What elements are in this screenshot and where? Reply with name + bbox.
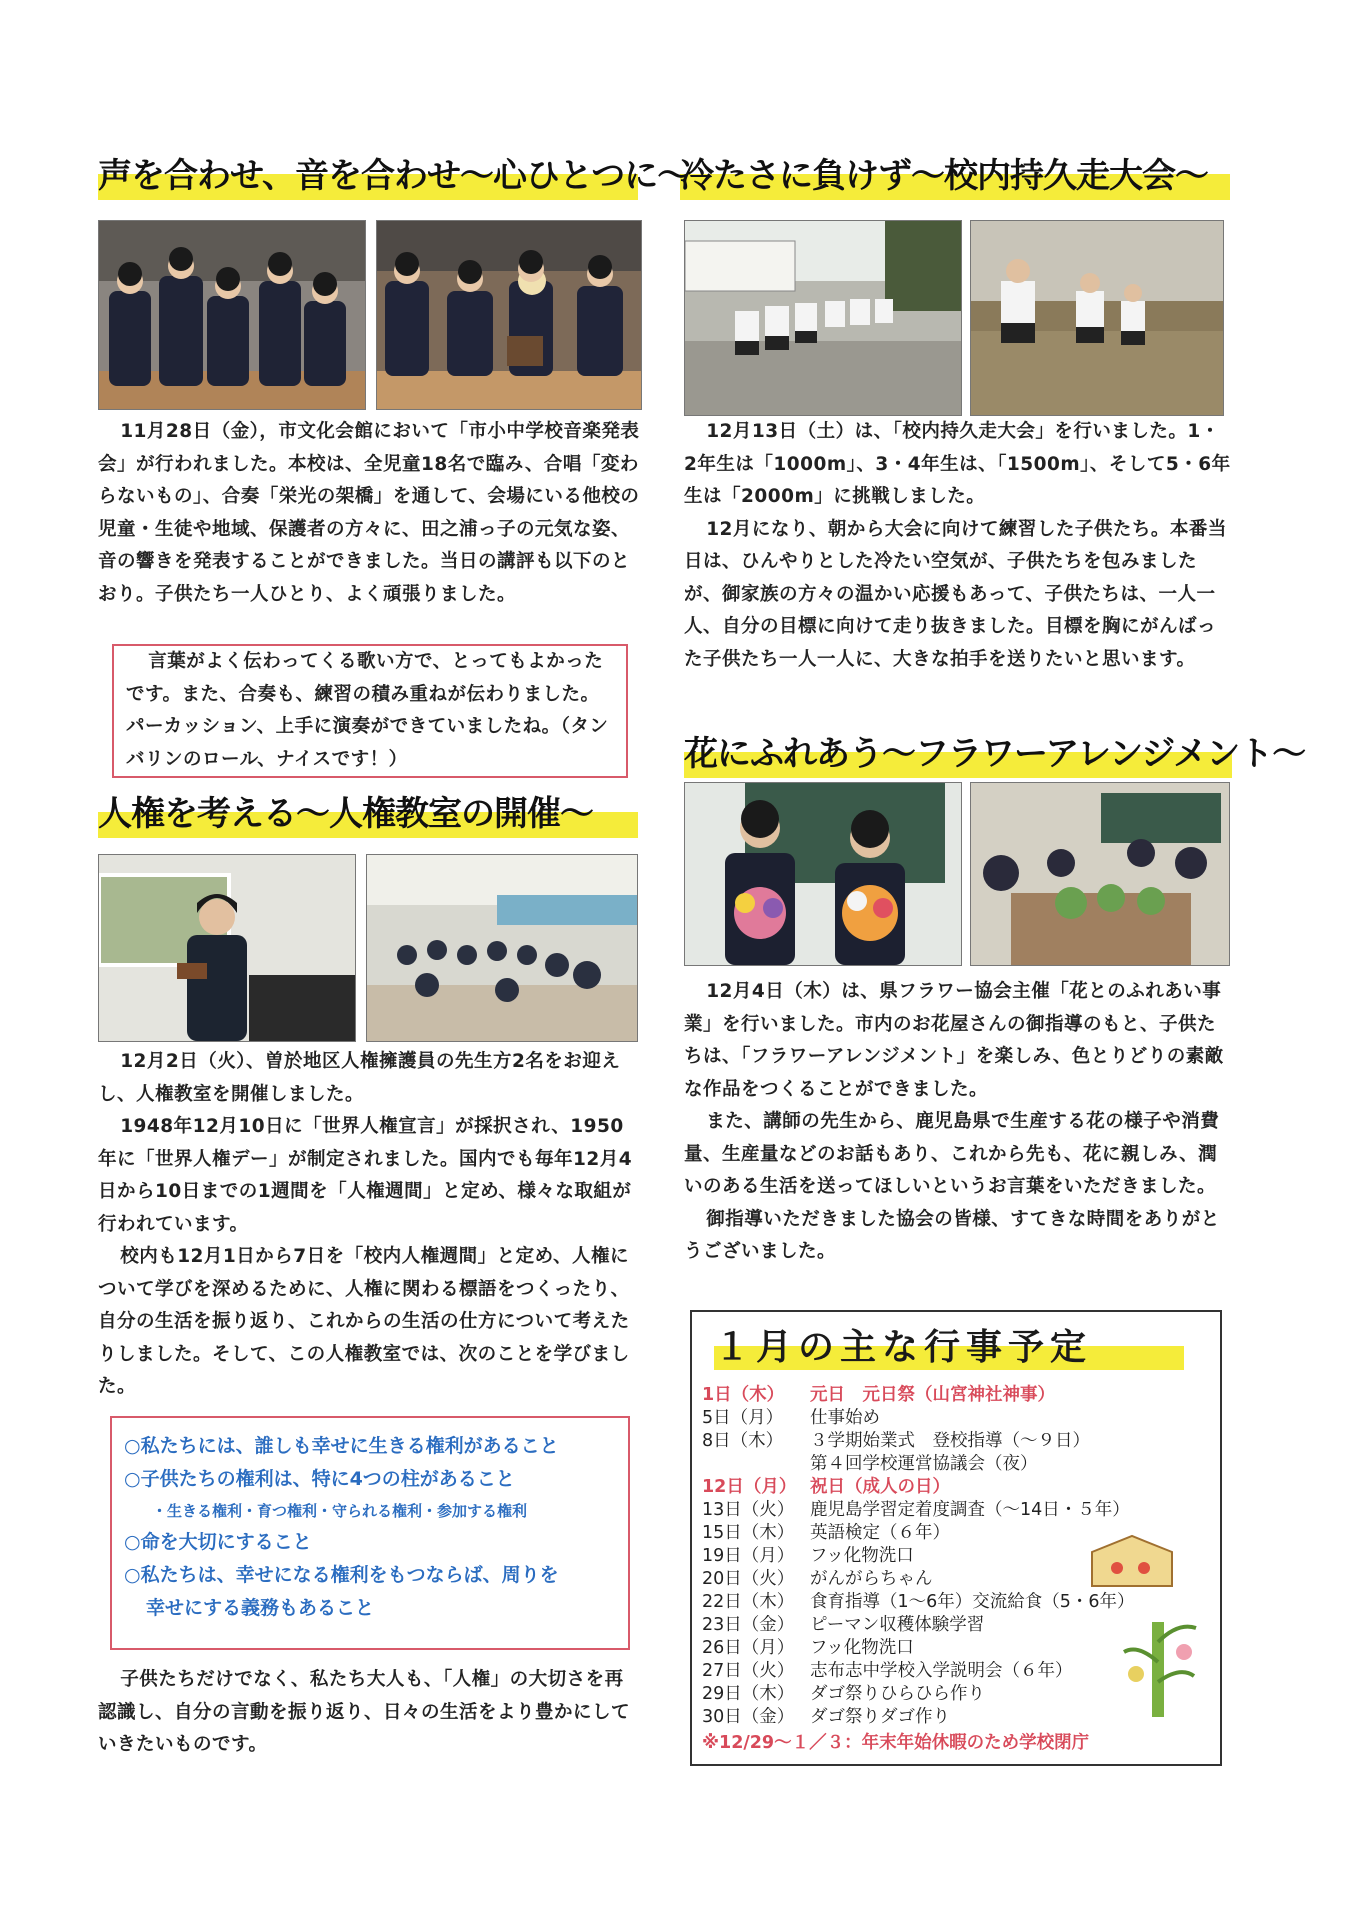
marathon-text: 12月13日（土）は、「校内持久走大会」を行いました。1・2年生は「1000m」、3・4年生は、「1500m」、そして5・6年生は「2000m」に挑戦しました。 12月になり、朝から大会に向けて練習した子供たち。本番当日は、ひんやりとした冷たい空気が、子供たちを包みましたが、御家族の方々の温かい応援もあって、子供たちは、一人一人、自分の目標に向けて走り抜きました。目標を胸にがんばった子供たち一人一人に、大きな拍手を送りたいと思います。 (684, 421, 1231, 670)
rights-point: ○私たちには、誰しも幸せに生きる権利があること (124, 1435, 559, 1457)
schedule-event: 30日（金） ダゴ祭りダゴ作り (702, 1707, 950, 1727)
schedule-event: 13日（火） 鹿児島学習定着度調査（～14日・５年） (702, 1500, 1130, 1520)
music-comment: 言葉がよく伝わってくる歌い方で、とってもよかったです。また、合奏も、練習の積み重ねが伝わりました。パーカッション、上手に演奏ができていましたね。（タンバリンのロール、ナイスです！） (126, 651, 609, 770)
rights-text: 12月2日（火）、曽於地区人権擁護員の先生方2名をお迎えし、人権教室を開催しました。 1948年12月10日に「世界人権宣言」が採択され、1950年に「世界人権デー」が制定されました。国内でも毎年12月4日から10日までの1週間を「人権週間」と定め、様々な取組が行われています。 校内も12月1日から7日を「校内人権週間」と定め、人権について学びを深めるために、人権に関わる標語をつくったり、自分の生活を振り返り、これからの生活の仕方について考えたりしました。そして、この人権教室では、次のことを学びました。 (98, 1051, 633, 1397)
rights-point: ○子供たちの権利は、特に4つの柱があること (124, 1468, 515, 1490)
schedule-event: 19日（月） フッ化物洗口 (702, 1546, 914, 1566)
flower-text: 12月4日（木）は、県フラワー協会主催「花とのふれあい事業」を行いました。市内のお花屋さんの御指導のもと、子供たちは、「フラワーアレンジメント」を楽しみ、色とりどりの素敵な作品をつくることができました。 また、講師の先生から、鹿児島県で生産する花の様子や消費量、生産量などのお話もあり、これから先も、花に親しみ、潤いのある生活を送ってほしいというお言葉をいただきました。 御指導いただきました協会の皆様、すてきな時間をありがとうございました。 (684, 981, 1224, 1262)
rights-points-box (110, 1416, 630, 1650)
rights-speaker-photo (98, 854, 356, 1042)
schedule-event: 26日（月） フッ化物洗口 (702, 1638, 914, 1658)
schedule-event: 20日（火） がんがらちゃん (702, 1569, 933, 1589)
choir-photo (98, 220, 366, 410)
schedule-event: 15日（木） 英語検定（６年） (702, 1523, 950, 1543)
schedule-box (690, 1310, 1222, 1766)
marathon-heading: 冷たさに負けず～校内持久走大会～ (680, 152, 1230, 200)
rights-point: ○命を大切にすること (124, 1531, 312, 1553)
schedule-event: 22日（木） 食育指導（1～6年）交流給食（5・6年） (702, 1592, 1135, 1612)
rights-point-sub: ・生きる権利・育つ権利・守られる権利・参加する権利 (152, 1502, 528, 1520)
flower-heading: 花にふれあう～フラワーアレンジメント～ (684, 730, 1232, 778)
schedule-event: 27日（火） 志布志中学校入学説明会（６年） (702, 1661, 1073, 1681)
schedule-event: 12日（月） 祝日（成人の日） (702, 1477, 950, 1497)
rights-point: 幸せにする義務もあること (146, 1597, 375, 1619)
flower-workshop-photo (970, 782, 1230, 966)
marathon-start-photo (684, 220, 962, 416)
rights-heading: 人権を考える～人権教室の開催～ (98, 790, 638, 838)
music-text: 11月28日（金），市文化会館において「市小中学校音楽発表会」が行われました。本校は、全児童18名で臨み、合唱「変わらないもの」、合奏「栄光の架橋」を通して、会場にいる他校の児童・生徒や地域、保護者の方々に、田之浦っ子の元気な姿、音の響きを発表することができました。当日の講評も以下のとおり。子供たち一人ひとり、よく頑張りました。 (98, 421, 640, 605)
marathon-run-photo (970, 220, 1224, 416)
schedule-title: １月の主な行事予定 (714, 1326, 1184, 1370)
rights-closing: 子供たちだけでなく、私たち大人も、「人権」の大切さを再認識し、自分の言動を振り返り、日々の生活をより豊かにしていきたいものです。 (98, 1669, 631, 1755)
ema-plaque-illustration (1082, 1532, 1182, 1592)
rights-point: ○私たちは、幸せになる権利をもつならば、周りを (124, 1564, 559, 1586)
music-comment-box (112, 644, 628, 778)
schedule-event: 1日（木） 元日 元日祭（山宮神社神事） (702, 1385, 1055, 1405)
schedule-event: 第４回学校運営協議会（夜） (810, 1454, 1038, 1474)
bamboo-decoration-illustration (1122, 1612, 1202, 1722)
schedule-event: 8日（木） ３学期始業式 登校指導（～９日） (702, 1431, 1090, 1451)
schedule-notice: ※12/29～１／３：年末年始休暇のため学校閉庁 (702, 1733, 1090, 1753)
flower-students-photo (684, 782, 962, 966)
schedule-event: 5日（月） 仕事始め (702, 1408, 880, 1428)
schedule-event: 29日（木） ダゴ祭りひらひら作り (702, 1684, 985, 1704)
ensemble-photo (376, 220, 642, 410)
music-heading: 声を合わせ、音を合わせ～心ひとつに～ (98, 152, 638, 200)
schedule-event: 23日（金） ピーマン収穫体験学習 (702, 1615, 985, 1635)
rights-classroom-photo (366, 854, 638, 1042)
